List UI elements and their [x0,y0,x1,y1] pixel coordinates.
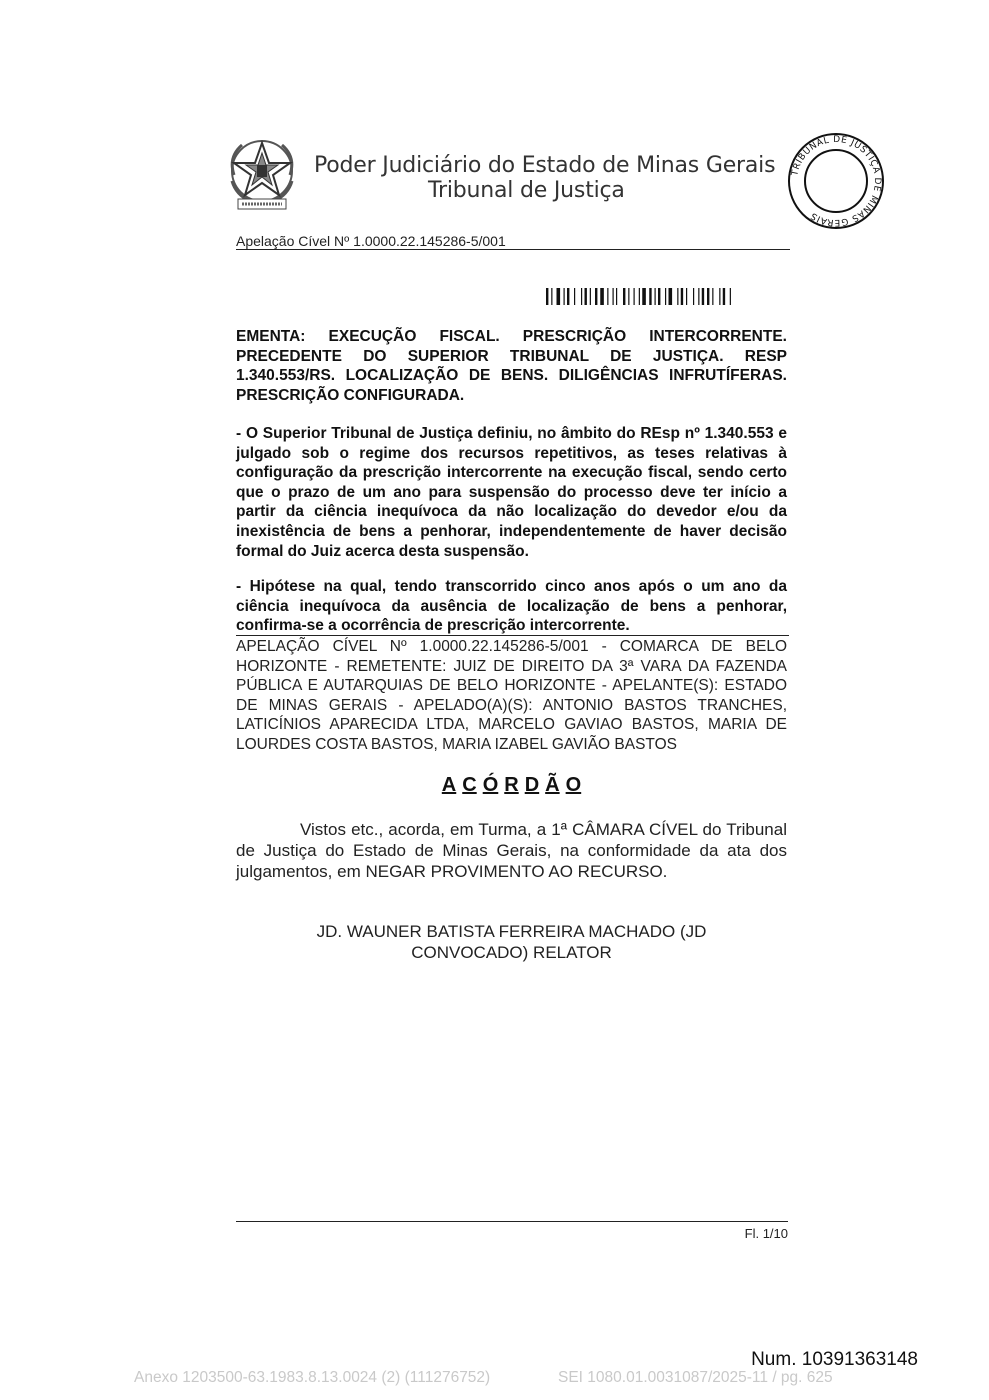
svg-text:TRIBUNAL DE JUSTIÇA DE MINAS G [790,135,882,227]
acordao-letter: A [441,774,457,796]
acordao-heading [236,774,787,797]
ementa-divider [236,635,789,636]
acordao-letter: C [462,774,477,796]
seal-text: TRIBUNAL DE JUSTIÇA DE MINAS GERAIS [790,134,883,228]
footer-divider [236,1221,788,1222]
vistos-paragraph: Vistos etc., acorda, em Turma, a 1ª CÂMARA CÍVEL do Tribunal de Justiça do Estado de Minas Gerais, na conformidade da ata dos julgamentos, em NEGAR PROVIMENTO AO RECURSO. [236,820,787,881]
acordao-letter: Ó [482,774,499,796]
seal-icon [786,131,886,231]
parties-text: APELAÇÃO CÍVEL Nº 1.0000.22.145286-5/001 - COMARCA DE BELO HORIZONTE - REMETENTE: JUIZ DE DIREITO DA 3ª VARA DA FAZENDA PÚBLICA E AUTARQUIAS DE BELO HORIZONTE - APELANTE(S): ESTADO DE MINAS GERAIS - APELADO(A)(S): ANTONIO BASTOS TRANCHES, LATICÍNIOS APARECIDA LTDA, MARCELO GAVIAO BASTOS, MARIA DE LOURDES COSTA BASTOS, MARIA IZABEL GAVIÃO BASTOS [236,638,787,753]
header-tribunal-name: Tribunal de Justiça [428,178,625,203]
header-divider [236,249,790,250]
relator-line-1: JD. WAUNER BATISTA FERREIRA MACHADO (JD [316,922,707,941]
acordao-letter: D [524,774,540,796]
document-num: Num. 10391363148 [751,1349,918,1370]
relator-line-2: CONVOCADO) RELATOR [411,943,612,962]
ementa-paragraph-1: - O Superior Tribunal de Justiça definiu, no âmbito do REsp nº 1.340.553 e julgado sob o regime dos recursos repetitivos, as teses relativas à configuração da prescrição intercorrente na execução fiscal, sendo certo que o prazo de um ano para suspensão do processo deve ter início a partir da ciência inequívoca da não localização do devedor e/ou da inexistência de bens a penhorar, independentemente de haver decisão formal do Juiz acerca desta suspensão. [236,425,787,560]
folio-number: Fl. 1/10 [744,1226,788,1241]
anexo-watermark: Anexo 1203500-63.1983.8.13.0024 (2) (111276752) [134,1369,491,1386]
case-number-header: Apelação Cível Nº 1.0000.22.145286-5/001 [236,233,506,249]
acordao-letter: O [565,774,582,796]
acordao-letter: Ã [545,774,560,796]
acordao-letter: R [504,774,519,796]
ementa-text: EMENTA: EXECUÇÃO FISCAL. PRESCRIÇÃO INTERCORRENTE. PRECEDENTE DO SUPERIOR TRIBUNAL DE JUSTIÇA. RESP 1.340.553/RS. LOCALIZAÇÃO DE BENS. DILIGÊNCIAS INFRUTÍFERAS. PRESCRIÇÃO CONFIGURADA. [236,328,787,404]
sei-watermark: SEI 1080.01.0031087/2025-11 / pg. 625 [558,1369,833,1386]
header-court-name: Poder Judiciário do Estado de Minas Gerais [314,153,776,178]
ementa-paragraph-2: - Hipótese na qual, tendo transcorrido cinco anos após o um ano da ciência inequívoca da ausência de localização de bens a penhorar, confirma-se a ocorrência de prescrição intercorrente. [236,578,787,635]
barcode [546,288,786,305]
coat-of-arms-icon [224,137,300,213]
relator-signature [236,921,787,963]
